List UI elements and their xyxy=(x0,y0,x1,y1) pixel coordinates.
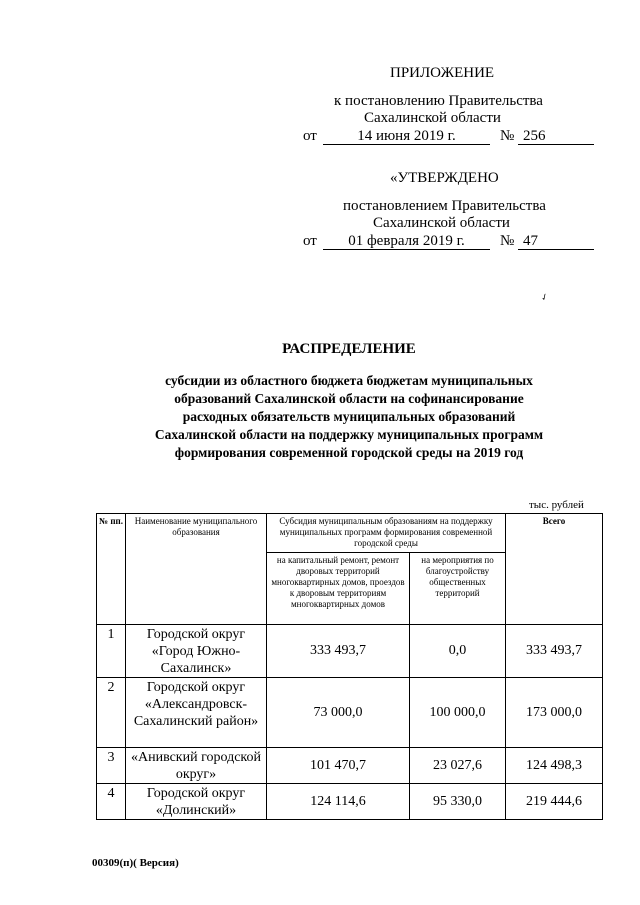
footer-code: 00309(п)( Версия) xyxy=(92,857,179,869)
row-repair: 124 114,6 xyxy=(267,784,410,820)
row-number: 2 xyxy=(97,678,126,748)
row-public: 100 000,0 xyxy=(410,678,506,748)
approved-number: 47 xyxy=(523,233,538,249)
from-label: от xyxy=(303,128,317,144)
header-subsidy: Субсидия муниципальным образованиям на поддержку муниципальных программ формирования современной городской среды xyxy=(267,514,506,553)
row-repair: 73 000,0 xyxy=(267,678,410,748)
row-name: Городской округ «Александровск-Сахалинский район» xyxy=(126,678,267,748)
approved-number-label: № xyxy=(500,233,515,249)
distribution-table xyxy=(96,513,603,820)
row-total: 219 444,6 xyxy=(506,784,603,820)
region-label: Сахалинской области xyxy=(364,110,501,126)
row-number: 4 xyxy=(97,784,126,820)
header-num: № пп. xyxy=(97,514,126,625)
check-mark-icon: ✓ xyxy=(539,290,551,304)
header-repair: на капитальный ремонт, ремонт дворовых территорий многоквартирных домов, проездов к дворовым территориям многоквартирных домов xyxy=(267,553,410,625)
row-total: 333 493,7 xyxy=(506,625,603,678)
approved-from-label: от xyxy=(303,233,317,249)
appendix-label: ПРИЛОЖЕНИЕ xyxy=(390,65,495,81)
units-label: тыс. рублей xyxy=(529,499,584,511)
row-public: 95 330,0 xyxy=(410,784,506,820)
row-public: 23 027,6 xyxy=(410,748,506,784)
approved-number-underline xyxy=(518,249,594,250)
resolution-date: 14 июня 2019 г. xyxy=(357,128,456,144)
number-label: № xyxy=(500,128,515,144)
to-resolution-label: к постановлению Правительства xyxy=(334,93,543,109)
subtitle-line: Сахалинской области на поддержку муниципальных программ xyxy=(154,427,544,442)
approved-by-label: постановлением Правительства xyxy=(343,198,546,214)
approved-date: 01 февраля 2019 г. xyxy=(348,233,465,249)
approved-date-underline xyxy=(323,249,490,250)
row-number: 3 xyxy=(97,748,126,784)
row-name: Городской округ «Город Южно-Сахалинск» xyxy=(126,625,267,678)
header-name: Наименование муниципального образования xyxy=(126,514,267,625)
row-total: 173 000,0 xyxy=(506,678,603,748)
subtitle-line: формирования современной городской среды на 2019 год xyxy=(174,445,524,460)
header-total: Всего xyxy=(506,514,603,625)
row-repair: 333 493,7 xyxy=(267,625,410,678)
header-public: на мероприятия по благоустройству общественных территорий xyxy=(410,553,506,625)
approved-region-label: Сахалинской области xyxy=(373,215,510,231)
table-row xyxy=(97,625,603,678)
number-underline xyxy=(518,144,594,145)
approved-label: «УТВЕРЖДЕНО xyxy=(390,170,499,186)
table-row xyxy=(97,748,603,784)
table-header-row xyxy=(97,514,603,553)
subtitle-line: образований Сахалинской области на софинансирование xyxy=(174,391,524,406)
row-name: Городской округ «Долинский» xyxy=(126,784,267,820)
date-underline xyxy=(323,144,490,145)
row-public: 0,0 xyxy=(410,625,506,678)
row-total: 124 498,3 xyxy=(506,748,603,784)
row-number: 1 xyxy=(97,625,126,678)
document-subtitle xyxy=(96,372,602,462)
resolution-number: 256 xyxy=(523,128,546,144)
row-repair: 101 470,7 xyxy=(267,748,410,784)
table-row xyxy=(97,678,603,748)
document-title: РАСПРЕДЕЛЕНИЕ xyxy=(282,341,416,357)
row-name: «Анивский городской округ» xyxy=(126,748,267,784)
subtitle-line: субсидии из областного бюджета бюджетам муниципальных xyxy=(165,373,533,388)
table-row xyxy=(97,784,603,820)
subtitle-line: расходных обязательств муниципальных образований xyxy=(182,409,516,424)
